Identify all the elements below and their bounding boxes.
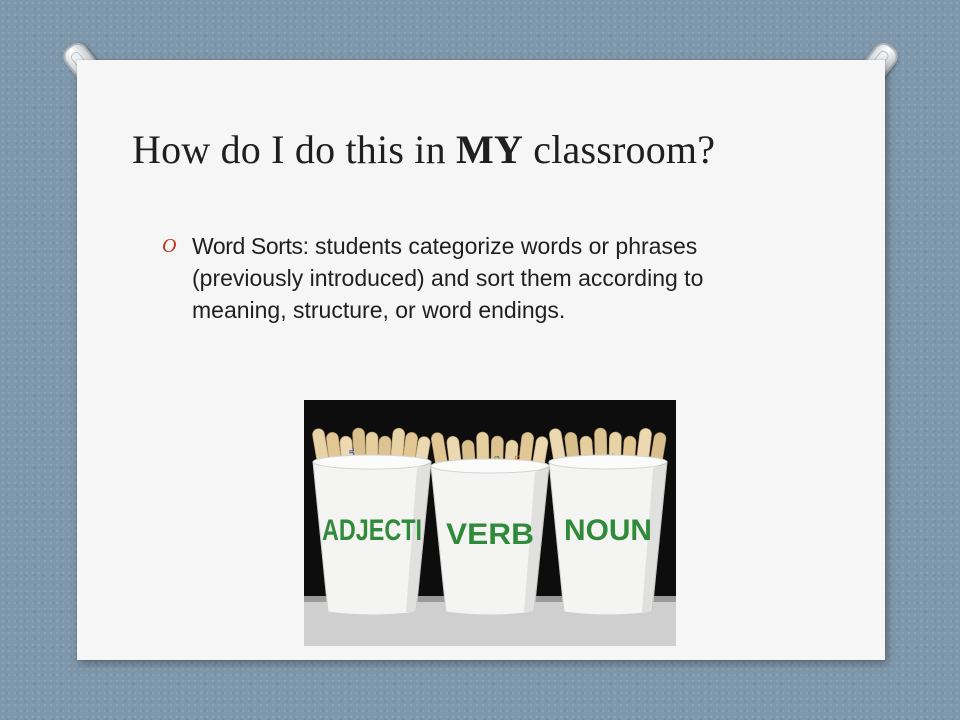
cup-label: NOUN (564, 514, 652, 547)
cup-rim (431, 459, 549, 473)
bullet-item (162, 230, 762, 326)
bullet-description: students categorize words or phrases (previously introduced) and sort them according to meaning, structure, or word endings. (192, 233, 704, 323)
slide-title (132, 126, 715, 173)
cup-label: ADJECTI (322, 514, 422, 547)
bullet-term: Word Sorts: (192, 233, 309, 259)
cup-rim (549, 455, 667, 469)
bullet-text (192, 230, 762, 326)
word-sort-cups-photo (304, 400, 676, 646)
title-prefix: How do I do this in (132, 127, 456, 172)
title-suffix: classroom? (523, 127, 716, 172)
cup-label: VERB (446, 518, 534, 551)
cup-rim (313, 455, 431, 469)
title-emphasis: MY (456, 127, 524, 172)
cup-1 (312, 428, 431, 615)
bullet-marker-icon: O (162, 235, 177, 257)
cups-illustration (304, 400, 676, 646)
